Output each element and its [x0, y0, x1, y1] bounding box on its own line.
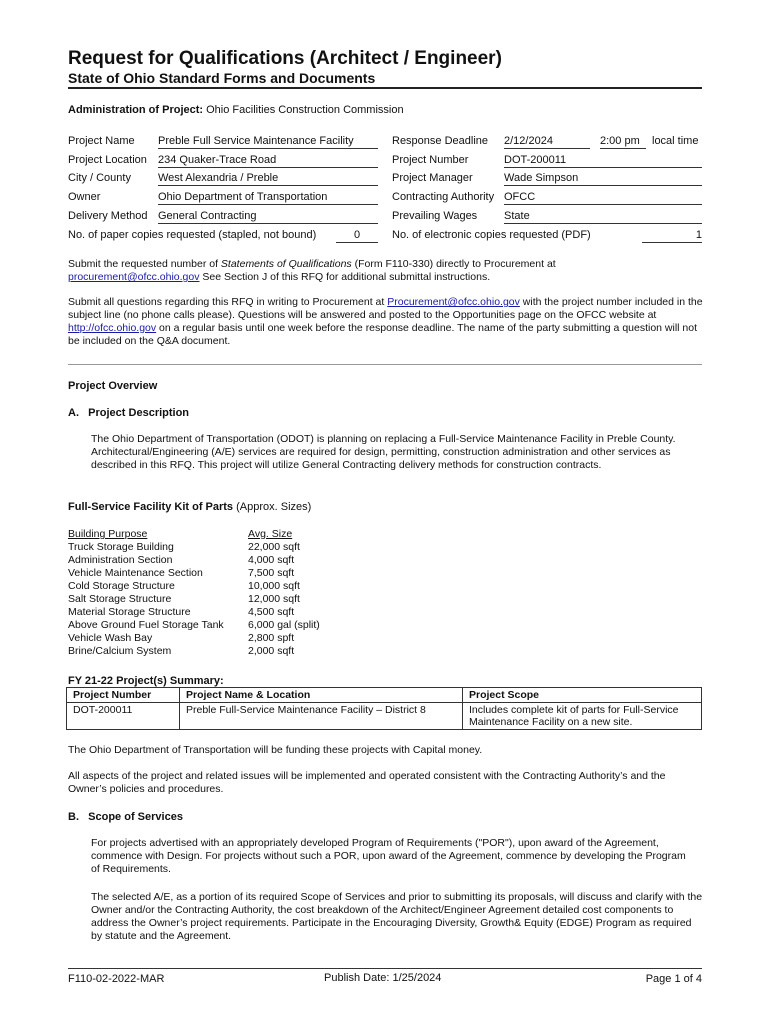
project-number-label: Project Number [392, 154, 469, 166]
summary-header-number: Project Number [67, 688, 180, 703]
response-deadline-label: Response Deadline [392, 135, 489, 147]
summary-header-scope: Project Scope [463, 688, 702, 703]
summary-cell-scope: Includes complete kit of parts for Full-Service Maintenance Facility on a new site. [463, 703, 702, 730]
footer-form-number: F110-02-2022-MAR [68, 973, 165, 985]
city-county-value: West Alexandria / Preble [158, 172, 378, 186]
project-name-value: Preble Full Service Maintenance Facility [158, 135, 378, 149]
submit-text-2: (Form F110-330) directly to Procurement at [351, 258, 556, 270]
kit-col2-header: Avg. Size [248, 528, 293, 540]
footer-page-number: Page 1 of 4 [645, 973, 702, 985]
questions-text-1: Submit all questions regarding this RFQ in writing to Procurement at [68, 296, 388, 308]
owner-value: Ohio Department of Transportation [158, 191, 378, 205]
summary-cell-name: Preble Full-Service Maintenance Facility – District 8 [180, 703, 463, 730]
owner-label: Owner [68, 191, 101, 203]
submit-text-1: Submit the requested number of [68, 258, 221, 270]
list-item: 10,000 sqft [248, 580, 300, 592]
questions-instructions [68, 296, 704, 348]
delivery-method-label: Delivery Method [68, 210, 148, 222]
kit-heading-title: Full-Service Facility Kit of Parts [68, 501, 234, 513]
response-deadline-suffix: local time [652, 135, 699, 147]
project-description-text: The Ohio Department of Transportation (ODOT) is planning on replacing a Full-Service Maintenance Facility in Preble County. Architectural/Engineering (A/E) services are required for design, permitting, construction administration and other services as described in this RFQ. This project will utilize General Contracting delivery methods for construction contracts. [91, 433, 676, 471]
list-item: Cold Storage Structure [68, 580, 175, 592]
scope-text-1: For projects advertised with an appropriately developed Program of Requirements ("POR"), upon award of the Agreement, commence with Design. For projects without such a POR, upon award of the Agreement, commence by developing the Program of Requirements. [91, 837, 686, 875]
scope-heading: B. Scope of Services [68, 811, 183, 823]
policies-text: All aspects of the project and related issues will be implemented and operated consistent with the Contracting Authority’s and the Owner’s policies and procedures. [68, 770, 666, 795]
funding-text: The Ohio Department of Transportation will be funding these projects with Capital money. [68, 744, 483, 756]
list-item: Vehicle Maintenance Section [68, 567, 203, 579]
project-location-label: Project Location [68, 154, 147, 166]
project-number-value: DOT-200011 [504, 154, 702, 168]
list-item: 2,000 sqft [248, 645, 295, 657]
summary-header-name: Project Name & Location [180, 688, 463, 703]
city-county-label: City / County [68, 172, 131, 184]
submit-instructions [68, 258, 702, 284]
kit-purpose-list [68, 541, 224, 658]
list-item: Truck Storage Building [68, 541, 174, 553]
delivery-method-value: General Contracting [158, 210, 378, 224]
administration-value: Ohio Facilities Construction Commission [206, 104, 404, 116]
paper-copies-label: No. of paper copies requested (stapled, not bound) [68, 229, 317, 241]
section-divider [68, 364, 702, 365]
footer-publish-date: Publish Date: 1/25/2024 [324, 972, 442, 984]
electronic-copies-value: 1 [642, 229, 702, 243]
list-item: Brine/Calcium System [68, 645, 172, 657]
kit-heading [68, 501, 311, 514]
list-item: 2,800 spft [248, 632, 295, 644]
response-deadline-date: 2/12/2024 [504, 135, 590, 149]
administration-label: Administration of Project: [68, 104, 204, 116]
table-row [67, 703, 702, 730]
kit-size-list [248, 541, 320, 658]
summary-header-row [67, 688, 702, 703]
project-manager-label: Project Manager [392, 172, 473, 184]
list-item: Vehicle Wash Bay [68, 632, 153, 644]
page-subtitle: State of Ohio Standard Forms and Documents [68, 70, 376, 86]
procurement-email-link[interactable]: procurement@ofcc.ohio.gov [68, 271, 200, 283]
page-title: Request for Qualifications (Architect / Engineer) [68, 48, 502, 69]
project-description-heading: A. Project Description [68, 407, 190, 419]
list-item: 12,000 sqft [248, 593, 300, 605]
scope-text-2: The selected A/E, as a portion of its required Scope of Services and prior to submitting its proposals, will discuss and clarify with the Owner and/or the Contracting Authority, the cost breakdown of the Architect/Engineer Agreement detailed cost components to address the Owner’s project requirements. Participate in the Encouraging Diversity, Growth& Equity (EDGE) Program as required by statute and the Agreement. [91, 891, 703, 942]
kit-heading-note: (Approx. Sizes) [233, 501, 312, 513]
project-overview-heading: Project Overview [68, 380, 158, 392]
project-location-value: 234 Quaker-Trace Road [158, 154, 378, 168]
kit-col1-header: Building Purpose [68, 528, 148, 540]
questions-text-2: with the project number included in the subject line (no phone calls please). Questions will be answered and posted to the Opportunities page on the OFCC website at [68, 296, 703, 321]
electronic-copies-label: No. of electronic copies requested (PDF) [392, 229, 591, 241]
questions-email-link[interactable]: Procurement@ofcc.ohio.gov [387, 296, 520, 308]
list-item: Above Ground Fuel Storage Tank [68, 619, 224, 631]
list-item: 4,000 sqft [248, 554, 295, 566]
administration-line [68, 104, 404, 117]
contracting-authority-label: Contracting Authority [392, 191, 495, 203]
paper-copies-value: 0 [336, 229, 378, 243]
summary-cell-number: DOT-200011 [67, 703, 180, 730]
list-item: Salt Storage Structure [68, 593, 172, 605]
submit-text-3: See Section J of this RFQ for additional submittal instructions. [199, 271, 491, 283]
footer-rule [68, 968, 702, 969]
prevailing-wages-label: Prevailing Wages [392, 210, 478, 222]
list-item: Material Storage Structure [68, 606, 191, 618]
ofcc-website-link[interactable]: http://ofcc.ohio.gov [68, 322, 157, 334]
list-item: 7,500 sqft [248, 567, 295, 579]
project-manager-value: Wade Simpson [504, 172, 702, 186]
list-item: 4,500 sqft [248, 606, 295, 618]
title-rule [68, 87, 702, 89]
summary-heading: FY 21-22 Project(s) Summary: [68, 675, 224, 687]
prevailing-wages-value: State [504, 210, 702, 224]
summary-table [66, 687, 702, 730]
project-name-label: Project Name [68, 135, 135, 147]
contracting-authority-value: OFCC [504, 191, 702, 205]
submit-form-name: Statements of Qualifications [220, 258, 352, 270]
response-deadline-time: 2:00 pm [600, 135, 646, 149]
list-item: 6,000 gal (split) [248, 619, 320, 631]
list-item: Administration Section [68, 554, 173, 566]
questions-text-3: on a regular basis until one week before the response deadline. The name of the party submitting a question will not be included on the Q&A document. [68, 322, 698, 347]
list-item: 22,000 sqft [248, 541, 300, 553]
